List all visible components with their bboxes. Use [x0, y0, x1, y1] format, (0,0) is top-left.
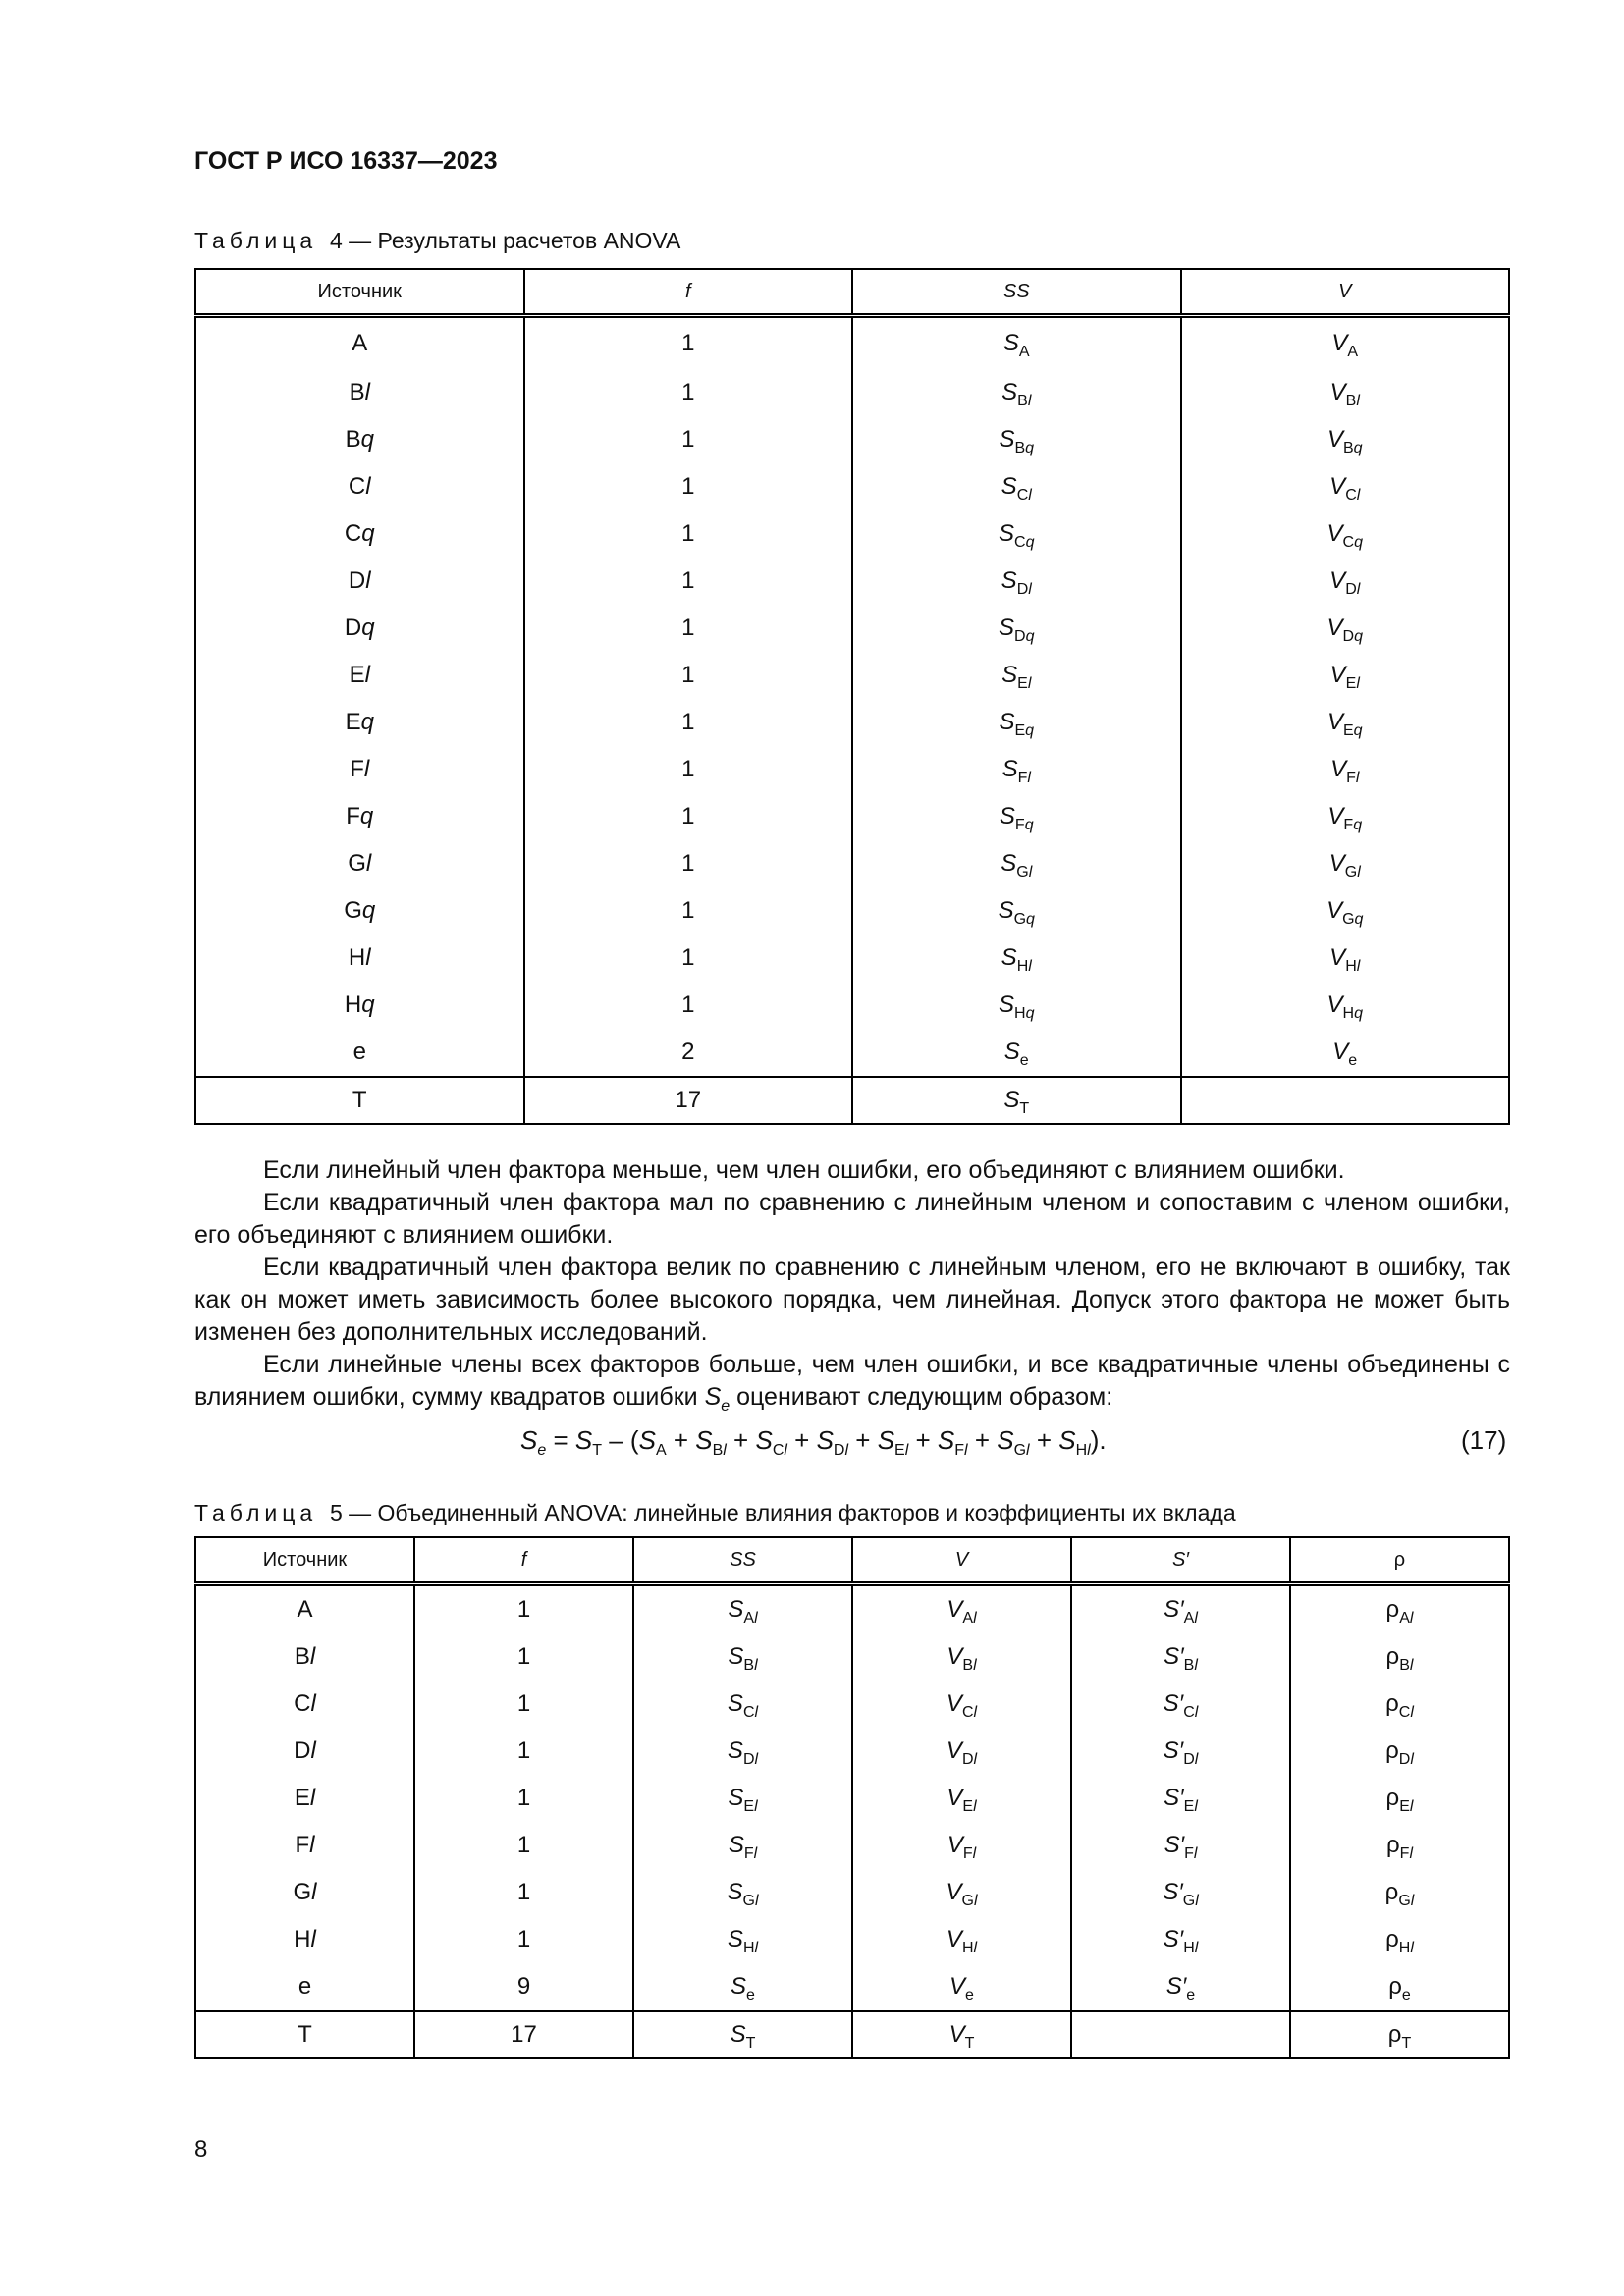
table5-cell: $V_e$	[852, 1963, 1071, 2011]
paragraph-text: оценивают следующим образом:	[736, 1383, 1113, 1411]
table4-cell: Gl	[195, 840, 524, 887]
table4-cell: $S_{Cq}$	[852, 510, 1181, 558]
table5-cell: Gl	[195, 1869, 414, 1916]
table4-cell: Cl	[195, 463, 524, 510]
table5-row	[195, 1869, 1509, 1916]
table5-cell: $S_T$	[633, 2011, 852, 2058]
table5-cell: $S'_{Hl}$	[1071, 1916, 1290, 1963]
table5-cell: $\rho_{Bl}$	[1290, 1633, 1509, 1681]
table4-cell: 1	[524, 369, 853, 416]
table4-col-header: Источник	[195, 269, 524, 316]
table4-row	[195, 605, 1509, 652]
symbol: S	[704, 1383, 722, 1411]
table5-cell: 1	[414, 1584, 633, 1634]
table4-cell: $V_e$	[1181, 1029, 1510, 1077]
table5-cell: $S'_{Dl}$	[1071, 1728, 1290, 1775]
table5-cell: $V_{Hl}$	[852, 1916, 1071, 1963]
table4-cell: Fq	[195, 793, 524, 840]
table5-cell: $\rho_{Gl}$	[1290, 1869, 1509, 1916]
table5-cell: $S_{Gl}$	[633, 1869, 852, 1916]
page-number: 8	[194, 2136, 208, 2163]
table4-row	[195, 652, 1509, 699]
table4-cell: $S_{Dq}$	[852, 605, 1181, 652]
table4-cell: $S_{Hl}$	[852, 934, 1181, 982]
table5-cell: $V_{Bl}$	[852, 1633, 1071, 1681]
table5-cell: $S_{Hl}$	[633, 1916, 852, 1963]
table4-cell: Hq	[195, 982, 524, 1029]
table4-row	[195, 463, 1509, 510]
table5-cell: $S_{Al}$	[633, 1584, 852, 1634]
table4-row	[195, 1077, 1509, 1124]
table4-row	[195, 416, 1509, 463]
table5-cell: Hl	[195, 1916, 414, 1963]
formula-17: $S_e = S_T - (S_A + S_{Bl} + S_{Cl} + S_{Dl} + S_{El} + S_{Fl} + S_{Gl} + S_{Hl})$.	[520, 1425, 1107, 1459]
table4-cell: $V_{Fl}$	[1181, 746, 1510, 793]
table5-cell: $S'_{Fl}$	[1071, 1822, 1290, 1869]
table5-cell: T	[195, 2011, 414, 2058]
table5-cell: $V_{Fl}$	[852, 1822, 1071, 1869]
table4-cell: $S_{Gq}$	[852, 887, 1181, 934]
table5-cell: $\rho_{Fl}$	[1290, 1822, 1509, 1869]
table5-cell: $S_{Cl}$	[633, 1681, 852, 1728]
table5-cell: 1	[414, 1728, 633, 1775]
table4-cell: 1	[524, 558, 853, 605]
paragraph	[194, 1349, 1510, 1414]
paragraph: Если линейный член фактора меньше, чем член ошибки, его объединяют с влиянием ошибки.	[263, 1156, 1345, 1184]
table5-cell: El	[195, 1775, 414, 1822]
table5-cell: 1	[414, 1681, 633, 1728]
table4-cell: 1	[524, 605, 853, 652]
table5-cell: 9	[414, 1963, 633, 2011]
table4-cell: $S_e$	[852, 1029, 1181, 1077]
table4-row	[195, 887, 1509, 934]
table4	[194, 268, 1510, 1125]
table5-cell: $S'_{Gl}$	[1071, 1869, 1290, 1916]
table5-cell: Cl	[195, 1681, 414, 1728]
table4-cell: 1	[524, 463, 853, 510]
table5-col-header: ρ	[1290, 1537, 1509, 1584]
table4-cell: Cq	[195, 510, 524, 558]
table5-cell: $V_{El}$	[852, 1775, 1071, 1822]
table5-cell: 1	[414, 1916, 633, 1963]
table5-col-header: f	[414, 1537, 633, 1584]
table4-cell: $S_{Dl}$	[852, 558, 1181, 605]
table5	[194, 1536, 1510, 2059]
table4-col-header: V	[1181, 269, 1510, 316]
table5-cell: $V_{Gl}$	[852, 1869, 1071, 1916]
table4-cell: Bq	[195, 416, 524, 463]
table4-row	[195, 1029, 1509, 1077]
table5-cell: $\rho_{Dl}$	[1290, 1728, 1509, 1775]
table4-row	[195, 934, 1509, 982]
table4-cell: 1	[524, 840, 853, 887]
table4-row	[195, 316, 1509, 370]
table4-cell: 1	[524, 510, 853, 558]
table5-cell: $S'_{El}$	[1071, 1775, 1290, 1822]
table5-cell: $S'_e$	[1071, 1963, 1290, 2011]
table5-row	[195, 1728, 1509, 1775]
table5-row	[195, 2011, 1509, 2058]
paragraph-text: Если линейные члены всех факторов больше, чем член ошибки, и все квадратичные члены объединены с влиянием ошибки, сумму квадратов ошибки	[194, 1351, 1510, 1411]
table5-cell: $S'_{Al}$	[1071, 1584, 1290, 1634]
formula-number: (17)	[1461, 1425, 1507, 1455]
table4-cell: Gq	[195, 887, 524, 934]
table4-cell: $V_{Gq}$	[1181, 887, 1510, 934]
table4-cell: $V_{Bq}$	[1181, 416, 1510, 463]
table5-cell	[1071, 2011, 1290, 2058]
table4-cell: $V_{Fq}$	[1181, 793, 1510, 840]
table5-cell: $V_T$	[852, 2011, 1071, 2058]
table4-cell: $V_{Dq}$	[1181, 605, 1510, 652]
table4-cell: 1	[524, 746, 853, 793]
table4-cell: Hl	[195, 934, 524, 982]
table5-cell: Dl	[195, 1728, 414, 1775]
table5-cell: $S_{Fl}$	[633, 1822, 852, 1869]
table4-cell: $V_A$	[1181, 316, 1510, 370]
table4-row	[195, 699, 1509, 746]
table5-caption	[194, 1500, 1236, 1526]
table4-cell: $S_A$	[852, 316, 1181, 370]
table5-cell: e	[195, 1963, 414, 2011]
table4-cell: $V_{Cq}$	[1181, 510, 1510, 558]
document-header: ГОСТ Р ИСО 16337—2023	[194, 147, 498, 175]
table4-cell: 17	[524, 1077, 853, 1124]
table5-cell: $S_{Dl}$	[633, 1728, 852, 1775]
table5-cell: $S'_{Cl}$	[1071, 1681, 1290, 1728]
table4-row	[195, 558, 1509, 605]
table4-cell: 1	[524, 652, 853, 699]
table4-cell	[1181, 1077, 1510, 1124]
table4-cell: 1	[524, 416, 853, 463]
table5-row	[195, 1822, 1509, 1869]
table4-cell: $S_{Fq}$	[852, 793, 1181, 840]
table4-row	[195, 369, 1509, 416]
table5-cell: A	[195, 1584, 414, 1634]
table5-row	[195, 1916, 1509, 1963]
table5-col-header: Источник	[195, 1537, 414, 1584]
table4-cell: $V_{Cl}$	[1181, 463, 1510, 510]
table5-col-header: S′	[1071, 1537, 1290, 1584]
table4-caption	[194, 228, 680, 254]
table5-caption-text: 5 — Объединенный ANOVA: линейные влияния факторов и коэффициенты их вклада	[329, 1500, 1236, 1525]
table4-cell: $S_{Bq}$	[852, 416, 1181, 463]
table5-row	[195, 1963, 1509, 2011]
table4-row	[195, 982, 1509, 1029]
table4-col-header: SS	[852, 269, 1181, 316]
table4-cell: $S_{Eq}$	[852, 699, 1181, 746]
table4-cell: Bl	[195, 369, 524, 416]
table5-cell: $\rho_{El}$	[1290, 1775, 1509, 1822]
table4-cell: $V_{Gl}$	[1181, 840, 1510, 887]
table5-row	[195, 1584, 1509, 1634]
table5-cell: $S_e$	[633, 1963, 852, 2011]
table4-cell: $V_{Hq}$	[1181, 982, 1510, 1029]
table5-cell: $\rho_{Al}$	[1290, 1584, 1509, 1634]
table5-cell: $S'_{Bl}$	[1071, 1633, 1290, 1681]
table4-row	[195, 746, 1509, 793]
paragraph: Если квадратичный член фактора велик по сравнению с линейным членом, его не включают в ошибку, так как он может иметь зависимость более высокого порядка, чем линейная. Допуск этого фактора не может быть изменен без дополнительных исследований.	[194, 1254, 1510, 1346]
table4-cell: $S_{Cl}$	[852, 463, 1181, 510]
table5-col-header: SS	[633, 1537, 852, 1584]
table5-cell: 17	[414, 2011, 633, 2058]
table4-cell: $S_{Hq}$	[852, 982, 1181, 1029]
body-text	[194, 1154, 1510, 1414]
paragraph: Если квадратичный член фактора мал по сравнению с линейным членом и сопоставим с членом ошибки, его объединяют с влиянием ошибки.	[194, 1189, 1510, 1249]
table4-cell: Eq	[195, 699, 524, 746]
table4-cell: $V_{Eq}$	[1181, 699, 1510, 746]
table4-cell: 2	[524, 1029, 853, 1077]
table4-cell: $S_{El}$	[852, 652, 1181, 699]
table5-row	[195, 1681, 1509, 1728]
table4-cell: $S_{Fl}$	[852, 746, 1181, 793]
table4-caption-text: 4 — Результаты расчетов ANOVA	[329, 228, 681, 253]
table4-cell: El	[195, 652, 524, 699]
table5-cell: 1	[414, 1775, 633, 1822]
table4-cell: T	[195, 1077, 524, 1124]
table4-cell: e	[195, 1029, 524, 1077]
table5-col-header: V	[852, 1537, 1071, 1584]
table5-cell: $S_{El}$	[633, 1775, 852, 1822]
symbol-sub: e	[721, 1398, 731, 1415]
table4-row	[195, 793, 1509, 840]
table4-cell: Fl	[195, 746, 524, 793]
table4-cell: 1	[524, 316, 853, 370]
table5-cell: $\rho_{Hl}$	[1290, 1916, 1509, 1963]
table5-cell: $\rho_{Cl}$	[1290, 1681, 1509, 1728]
table5-cell: Fl	[195, 1822, 414, 1869]
table4-cell: $S_T$	[852, 1077, 1181, 1124]
table5-cell: $S_{Bl}$	[633, 1633, 852, 1681]
table4-cell: $V_{Bl}$	[1181, 369, 1510, 416]
table4-cell: $S_{Bl}$	[852, 369, 1181, 416]
table4-cell: 1	[524, 887, 853, 934]
table5-cell: $V_{Dl}$	[852, 1728, 1071, 1775]
table4-cell: $V_{Hl}$	[1181, 934, 1510, 982]
table4-cell: 1	[524, 699, 853, 746]
table4-cell: 1	[524, 934, 853, 982]
table5-row	[195, 1775, 1509, 1822]
table5-cell: 1	[414, 1822, 633, 1869]
table5-caption-label: Таблица	[194, 1500, 318, 1525]
table5-cell: Bl	[195, 1633, 414, 1681]
table4-cell: 1	[524, 982, 853, 1029]
table4-caption-label: Таблица	[194, 228, 318, 253]
table4-cell: A	[195, 316, 524, 370]
table4-cell: $S_{Gl}$	[852, 840, 1181, 887]
table4-cell: Dq	[195, 605, 524, 652]
table5-cell: $V_{Al}$	[852, 1584, 1071, 1634]
table4-row	[195, 840, 1509, 887]
table5-cell: $\rho_e$	[1290, 1963, 1509, 2011]
table4-cell: Dl	[195, 558, 524, 605]
table4-col-header: f	[524, 269, 853, 316]
table5-cell: 1	[414, 1633, 633, 1681]
table4-cell: $V_{El}$	[1181, 652, 1510, 699]
table5-row	[195, 1633, 1509, 1681]
table4-cell: $V_{Dl}$	[1181, 558, 1510, 605]
table5-cell: $V_{Cl}$	[852, 1681, 1071, 1728]
table5-cell: 1	[414, 1869, 633, 1916]
table4-row	[195, 510, 1509, 558]
table5-cell: $\rho_T$	[1290, 2011, 1509, 2058]
table4-cell: 1	[524, 793, 853, 840]
